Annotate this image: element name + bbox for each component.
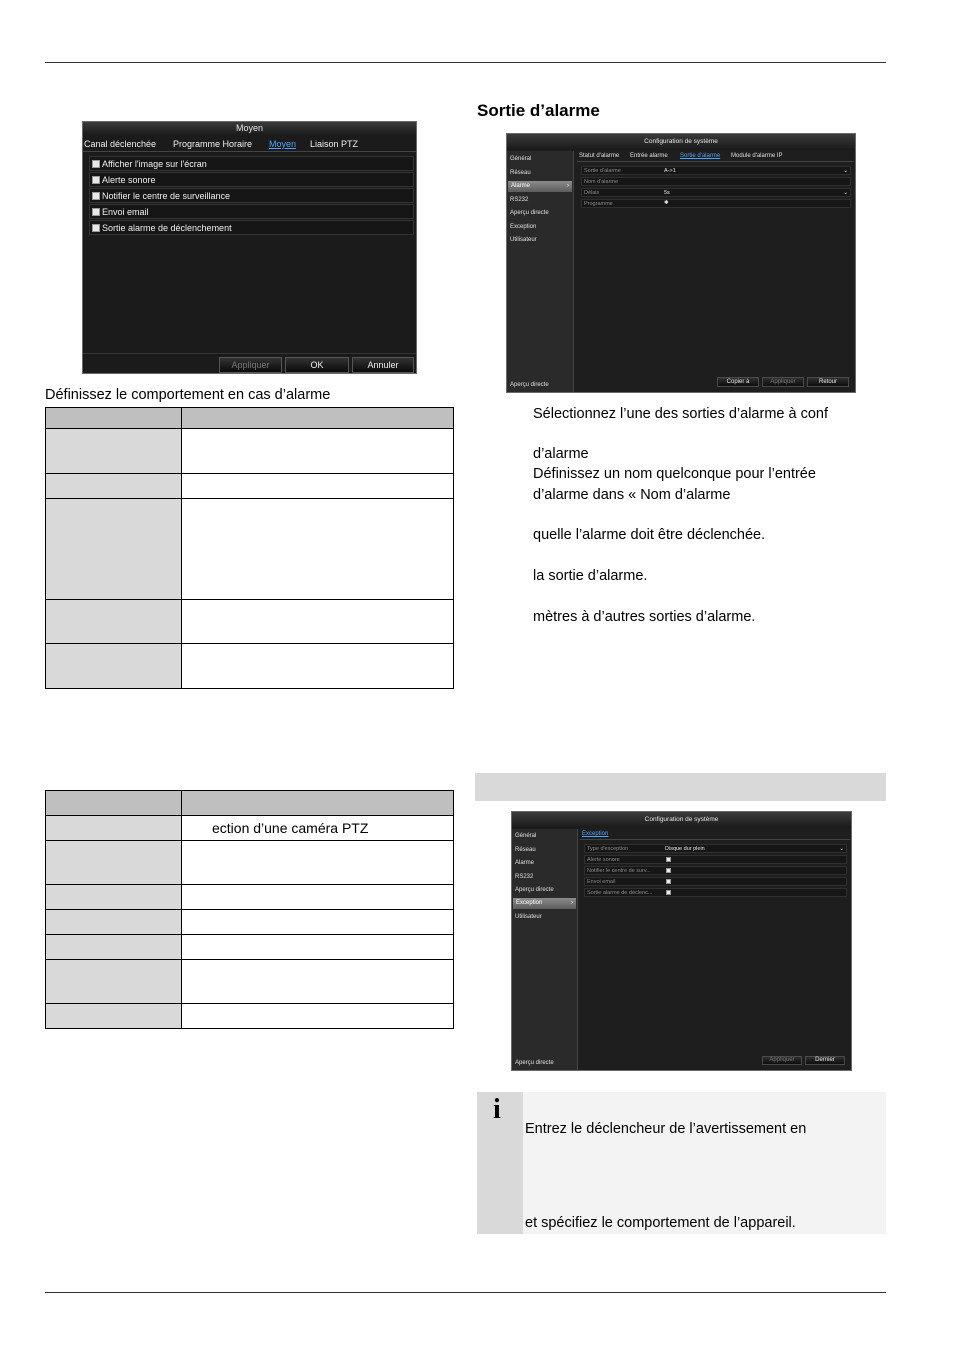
dropdown-arrow-icon: ⌄ <box>839 846 844 852</box>
moyen-window <box>82 121 417 374</box>
option-afficher-image[interactable] <box>89 156 414 171</box>
sidebar-item-general[interactable]: Général <box>515 833 537 839</box>
step-text-4: d’alarme dans « Nom d’alarme <box>533 487 731 503</box>
option-envoi-email[interactable] <box>89 204 414 219</box>
sidebar-item-apercu[interactable]: Aperçu directe <box>515 887 554 893</box>
field-nom-alarme[interactable] <box>581 177 851 186</box>
checkbox[interactable] <box>92 176 100 184</box>
sidebar-item-rs232[interactable]: RS232 <box>515 874 534 880</box>
option-label: Alerte sonore <box>102 175 156 185</box>
apply-button[interactable]: Appliquer <box>762 1056 802 1065</box>
table-row <box>46 499 454 600</box>
option-label: Sortie alarme de déclenchement <box>102 223 232 233</box>
sidebar-item-exception[interactable] <box>513 898 576 909</box>
ok-button[interactable]: OK <box>285 357 349 373</box>
checkbox[interactable] <box>666 879 671 884</box>
step-text-7: mètres à d’autres sorties d’alarme. <box>533 609 756 625</box>
table-row <box>46 474 454 499</box>
table-row <box>46 885 454 910</box>
field-label: Type d'exception <box>587 846 629 852</box>
checkbox[interactable] <box>666 857 671 862</box>
back-button[interactable]: Dernier <box>805 1056 845 1065</box>
checkbox[interactable] <box>92 208 100 216</box>
table-row <box>46 960 454 1004</box>
option-alerte-sonore[interactable] <box>89 172 414 187</box>
field-value: A->1 <box>664 168 676 174</box>
section-bar <box>475 773 886 801</box>
field-label: Délais <box>584 190 600 196</box>
tab-liaison-ptz[interactable]: Liaison PTZ <box>310 139 359 149</box>
chevron-right-icon: › <box>571 900 573 906</box>
tab-bar <box>577 153 854 162</box>
sidebar-item-alarme[interactable] <box>508 181 572 192</box>
field-label: Alerte sonore <box>587 857 620 863</box>
info-icon: i <box>493 1094 501 1125</box>
sidebar <box>512 829 578 1070</box>
checkbox[interactable] <box>92 192 100 200</box>
alarm-config-window <box>506 133 856 393</box>
cancel-button[interactable]: Annuler <box>352 357 414 373</box>
field-value: 5s <box>664 190 670 196</box>
table-row <box>46 644 454 689</box>
option-notifier-centre[interactable] <box>89 188 414 203</box>
field-label: Sortie d'alarme <box>584 168 621 174</box>
moyen-tab-bar <box>83 136 416 152</box>
table-row <box>46 816 454 841</box>
checkbox[interactable] <box>666 868 671 873</box>
table-row <box>46 910 454 935</box>
field-label: Nom d'alarme <box>584 179 619 185</box>
step-text-5: quelle l’alarme doit être déclenchée. <box>533 527 766 543</box>
back-button[interactable]: Retour <box>807 377 849 387</box>
tab-moyen[interactable]: Moyen <box>269 139 297 149</box>
field-type-exception[interactable] <box>584 844 847 853</box>
sidebar-bottom-apercu[interactable]: Aperçu directe <box>515 1060 554 1066</box>
sidebar-item-label: Alarme <box>511 183 531 189</box>
option-label: Afficher l'image sur l'écran <box>102 159 207 169</box>
window-title: Configuration de système <box>512 812 851 828</box>
moyen-window-title: Moyen <box>83 122 416 135</box>
dropdown-arrow-icon: ⌄ <box>843 190 848 196</box>
tab-bar <box>580 831 850 840</box>
info-text-1: Entrez le déclencheur de l’avertissement en <box>525 1121 807 1137</box>
section-heading: Sortie d’alarme <box>477 101 600 120</box>
top-rule <box>45 62 886 63</box>
field-programme[interactable] <box>581 199 851 208</box>
step-text-2: d’alarme <box>533 446 589 462</box>
bottom-rule <box>45 1292 886 1293</box>
checkbox[interactable] <box>92 160 100 168</box>
sidebar-item-apercu[interactable]: Aperçu directe <box>510 210 549 216</box>
option-label: Notifier le centre de surveillance <box>102 191 231 201</box>
tab-sortie-alarme[interactable]: Sortie d'alarme <box>680 153 721 159</box>
table-header-row <box>46 408 454 429</box>
tab-entree-alarme[interactable]: Entrée alarme <box>630 153 668 159</box>
info-icon-column <box>477 1092 523 1234</box>
option-sortie-alarme[interactable] <box>89 220 414 235</box>
dropdown-arrow-icon: ⌄ <box>843 168 848 174</box>
table-row <box>46 600 454 644</box>
field-notifier-centre[interactable] <box>584 866 847 875</box>
field-label: Envoi email <box>587 879 616 885</box>
window-title: Configuration de système <box>507 134 855 150</box>
checkbox[interactable] <box>92 224 100 232</box>
field-sortie-alarme[interactable] <box>584 888 847 897</box>
ptz-row-text: ection d’une caméra PTZ <box>212 820 369 836</box>
tab-canal-declenchee[interactable]: Canal déclenchée <box>84 139 157 149</box>
field-delais[interactable] <box>581 188 851 197</box>
table-header-row <box>46 791 454 816</box>
field-label: Programme <box>584 201 613 207</box>
tab-statut-alarme[interactable]: Statut d'alarme <box>579 153 620 159</box>
chevron-right-icon: › <box>567 183 569 189</box>
ptz-table <box>45 790 454 1029</box>
field-label: Notifier le centre de surv... <box>587 868 651 874</box>
sidebar-item-exception[interactable]: Exception <box>510 224 537 230</box>
step-text-1: Sélectionnez l’une des sorties d’alarme à conf <box>533 406 828 422</box>
sidebar <box>507 151 574 392</box>
sidebar-item-general[interactable]: Général <box>510 156 532 162</box>
option-label: Envoi email <box>102 207 149 217</box>
table-row <box>46 841 454 885</box>
field-envoi-email[interactable] <box>584 877 847 886</box>
tab-module-alarme-ip[interactable]: Module d'alarme IP <box>731 153 783 159</box>
apply-button[interactable]: Appliquer <box>762 377 804 387</box>
gear-icon[interactable]: ✱ <box>664 200 669 206</box>
field-sortie-alarme[interactable] <box>581 166 851 175</box>
table-row <box>46 935 454 960</box>
table-row <box>46 1004 454 1029</box>
info-box <box>477 1092 886 1234</box>
sidebar-item-alarme[interactable]: Alarme <box>515 860 535 866</box>
tab-programme-horaire[interactable]: Programme Horaire <box>173 139 253 149</box>
field-alerte-sonore[interactable] <box>584 855 847 864</box>
moyen-footer <box>83 353 416 354</box>
step-text-6: la sortie d’alarme. <box>533 568 648 584</box>
sidebar-item-utilisateur[interactable]: Utilisateur <box>515 914 542 920</box>
exception-config-window <box>511 811 852 1071</box>
table-row <box>46 429 454 474</box>
field-label: Sortie alarme de déclenc... <box>587 890 653 896</box>
checkbox[interactable] <box>666 890 671 895</box>
sidebar-item-rs232[interactable]: RS232 <box>510 197 529 203</box>
sidebar-item-reseau[interactable]: Réseau <box>510 170 531 176</box>
tab-exception[interactable]: Exception <box>582 831 609 837</box>
field-value: Disque dur plein <box>665 846 705 852</box>
sidebar-bottom-apercu[interactable]: Aperçu directe <box>510 382 549 388</box>
apply-button[interactable]: Appliquer <box>219 357 282 373</box>
info-text-2: et spécifiez le comportement de l’appareil. <box>525 1215 796 1231</box>
sidebar-item-utilisateur[interactable]: Utilisateur <box>510 237 537 243</box>
left-caption: Définissez le comportement en cas d’alarme <box>45 387 331 403</box>
sidebar-item-reseau[interactable]: Réseau <box>515 847 536 853</box>
behaviour-table <box>45 407 454 689</box>
copy-button[interactable]: Copier à <box>717 377 759 387</box>
sidebar-item-label: Exception <box>516 900 543 906</box>
step-text-3: Définissez un nom quelconque pour l’entrée <box>533 466 816 482</box>
